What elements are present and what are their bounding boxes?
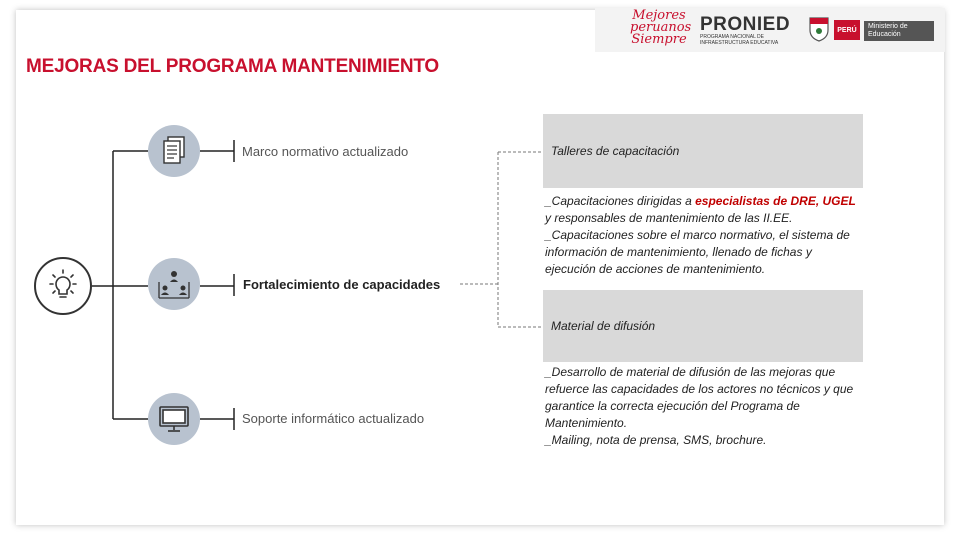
slogan-logo: Mejores peruanos Siempre [630,8,692,47]
item-label-soporte: Soporte informático actualizado [242,411,425,426]
lightbulb-icon [41,264,85,308]
lightbulb-circle [34,257,92,315]
document-icon [159,135,189,167]
training-people-icon [156,268,192,300]
material-description [545,364,865,449]
item-label-capacidades: Fortalecimiento de capacidades [243,277,441,292]
talleres-text-c: _Capacitaciones sobre el marco normativo, el sistema de información de mantenimiento, llenado de fichas y ejecución de acciones de mantenimiento. [545,228,850,276]
ministry-label: Ministerio de Educación [864,21,934,41]
peru-label: PERÚ [834,20,860,40]
item-circle-soporte [148,393,200,445]
monitor-icon [157,404,191,434]
pronied-subtitle: PROGRAMA NACIONAL DE INFRAESTRUCTURA EDUCATIVA [700,34,779,46]
material-heading: Material de difusión [551,319,656,333]
talleres-description [545,193,865,278]
material-text-b: _Mailing, nota de prensa, SMS, brochure. [545,433,767,447]
item-circle-capacidades [148,258,200,310]
talleres-text-highlight: especialistas de DRE, UGEL [695,194,856,208]
talleres-text-b: y responsables de mantenimiento de las II.EE. [545,211,793,225]
talleres-text-a: _Capacitaciones dirigidas a [545,194,696,208]
pronied-logo: PRONIED [700,14,791,35]
item-circle-normativo [148,125,200,177]
talleres-heading: Talleres de capacitación [551,144,680,158]
page-title: MEJORAS DEL PROGRAMA MANTENIMIENTO [26,56,439,77]
material-text-a: _Desarrollo de material de difusión de las mejoras que refuerce las capacidades de los actores no técnicos y que garantice la correcta ejecución del Programa de Mantenimiento. [545,365,854,430]
item-label-normativo: Marco normativo actualizado [242,144,409,159]
